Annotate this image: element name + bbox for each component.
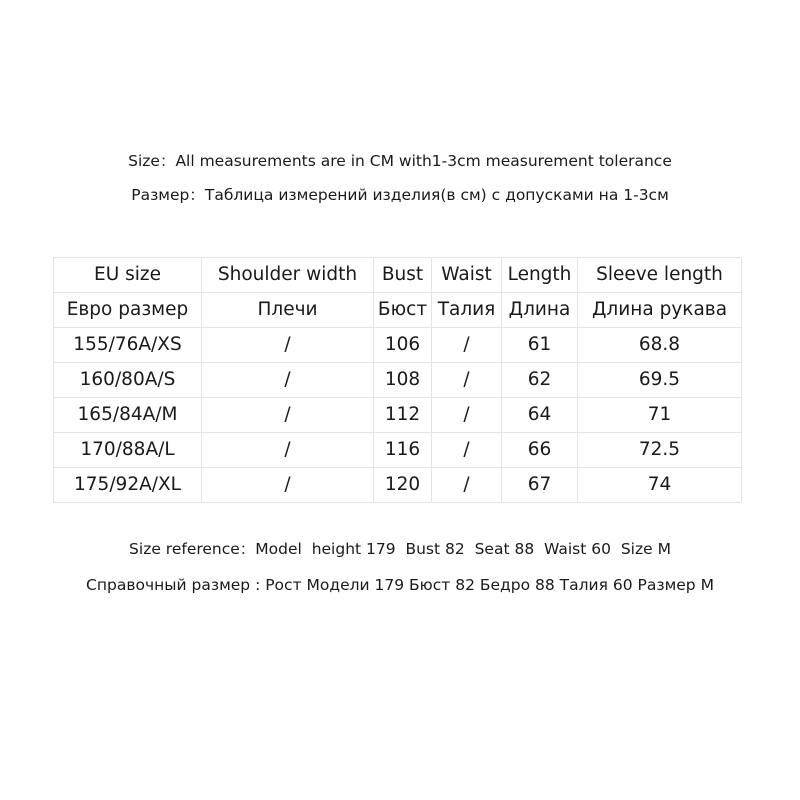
cell-waist: /	[432, 328, 502, 363]
cell-size: 175/92A/XL	[54, 468, 202, 503]
size-reference-russian: Справочный размер : Рост Модели 179 Бюст 82 Бедро 88 Талия 60 Размер M	[86, 576, 714, 594]
cell-shoulder-width: /	[202, 433, 374, 468]
header-waist-ru: Талия	[432, 293, 502, 328]
cell-length: 67	[502, 468, 578, 503]
table-header-row-english	[54, 258, 742, 293]
header-bust: Bust	[374, 258, 432, 293]
table-header-row-russian	[54, 293, 742, 328]
cell-waist: /	[432, 398, 502, 433]
table-row	[54, 398, 742, 433]
cell-bust: 120	[374, 468, 432, 503]
header-length-ru: Длина	[502, 293, 578, 328]
cell-sleeve-length: 68.8	[578, 328, 742, 363]
header-eu-size-ru: Евро размер	[54, 293, 202, 328]
cell-shoulder-width: /	[202, 363, 374, 398]
cell-shoulder-width: /	[202, 468, 374, 503]
header-shoulder-width: Shoulder width	[202, 258, 374, 293]
cell-sleeve-length: 74	[578, 468, 742, 503]
cell-shoulder-width: /	[202, 328, 374, 363]
size-note-russian: Размер：Таблица измерений изделия(в см) с допусками на 1-3см	[131, 186, 669, 204]
cell-sleeve-length: 72.5	[578, 433, 742, 468]
size-reference-english: Size reference：Model height 179 Bust 82 Seat 88 Waist 60 Size M	[129, 540, 671, 558]
cell-size: 160/80A/S	[54, 363, 202, 398]
table-row	[54, 433, 742, 468]
table-row	[54, 328, 742, 363]
cell-bust: 108	[374, 363, 432, 398]
cell-size: 155/76A/XS	[54, 328, 202, 363]
size-note-english: Size：All measurements are in CM with1-3cm measurement tolerance	[128, 152, 672, 170]
cell-waist: /	[432, 433, 502, 468]
header-sleeve-length: Sleeve length	[578, 258, 742, 293]
cell-size: 165/84A/M	[54, 398, 202, 433]
table-row	[54, 468, 742, 503]
cell-waist: /	[432, 363, 502, 398]
cell-size: 170/88A/L	[54, 433, 202, 468]
header-shoulder-width-ru: Плечи	[202, 293, 374, 328]
table-row	[54, 363, 742, 398]
cell-sleeve-length: 69.5	[578, 363, 742, 398]
cell-bust: 106	[374, 328, 432, 363]
cell-length: 61	[502, 328, 578, 363]
cell-length: 62	[502, 363, 578, 398]
cell-length: 64	[502, 398, 578, 433]
header-bust-ru: Бюст	[374, 293, 432, 328]
cell-bust: 112	[374, 398, 432, 433]
cell-waist: /	[432, 468, 502, 503]
cell-length: 66	[502, 433, 578, 468]
header-eu-size: EU size	[54, 258, 202, 293]
header-waist: Waist	[432, 258, 502, 293]
cell-shoulder-width: /	[202, 398, 374, 433]
size-chart-table	[53, 257, 742, 503]
header-sleeve-length-ru: Длина рукава	[578, 293, 742, 328]
cell-sleeve-length: 71	[578, 398, 742, 433]
cell-bust: 116	[374, 433, 432, 468]
header-length: Length	[502, 258, 578, 293]
